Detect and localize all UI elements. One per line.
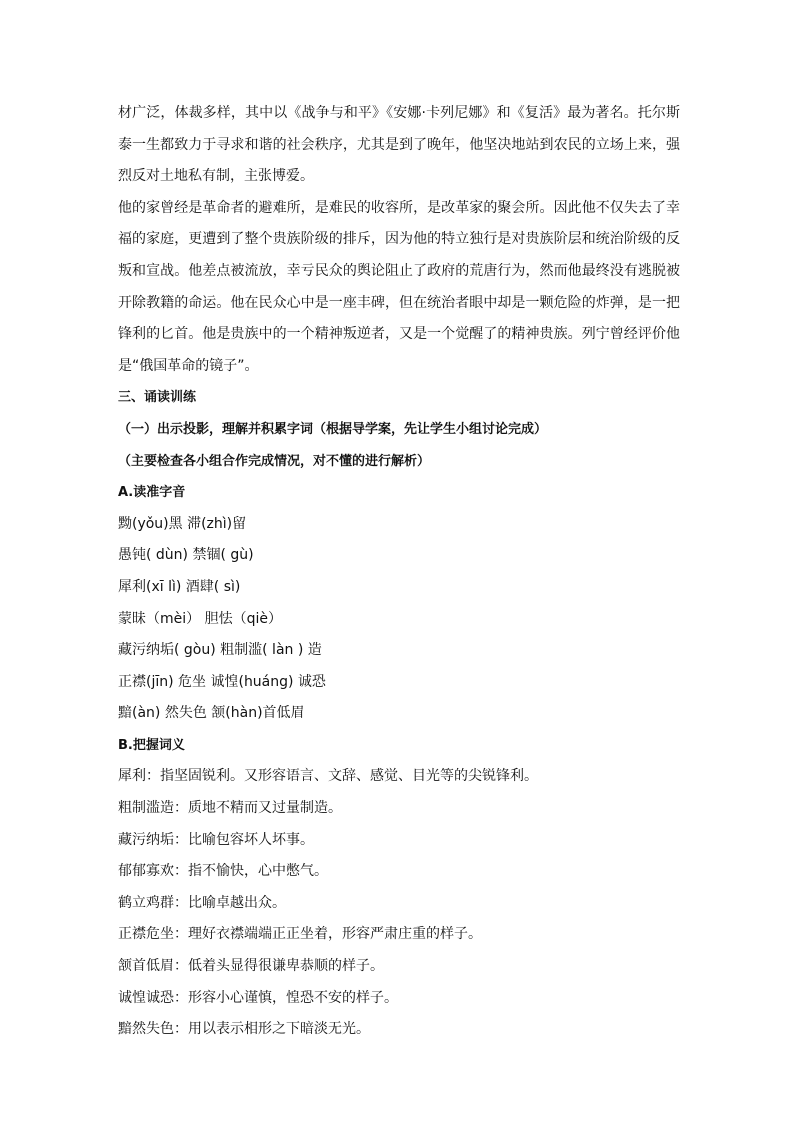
meaning-item: 颔首低眉：低着头显得很谦卑恭顺的样子。 bbox=[118, 958, 384, 975]
subsection-note: （主要检查各小组合作完成情况，对不懂的进行解析） bbox=[118, 453, 431, 469]
pronunciation-item: 正襟(jīn) 危坐 诚惶(huáng) 诚恐 bbox=[118, 673, 326, 690]
meaning-item: 郁郁寡欢：指不愉快，心中憋气。 bbox=[118, 863, 328, 880]
meaning-item: 正襟危坐：理好衣襟端端正正坐着，形容严肃庄重的样子。 bbox=[118, 926, 482, 943]
meaning-item: 诚惶诚恐：形容小心谨慎，惶恐不安的样子。 bbox=[118, 989, 398, 1006]
document-page bbox=[118, 98, 680, 1046]
meaning-item: 鹤立鸡群：比喻卓越出众。 bbox=[118, 894, 286, 911]
section-heading: 三、诵读训练 bbox=[118, 390, 197, 406]
pronunciation-item: 黝(yǒu)黑 滞(zhì)留 bbox=[118, 515, 247, 532]
pronunciation-item: 愚钝( dùn) 禁锢( gù) bbox=[118, 547, 254, 564]
meaning-item: 粗制滥造：质地不精而又过量制造。 bbox=[118, 800, 342, 817]
pronunciation-item: 藏污纳垢( gòu) 粗制滥( làn ) 造 bbox=[118, 642, 322, 659]
intro-paragraph-1: 材广泛，体裁多样，其中以《战争与和平》《安娜·卡列尼娜》和《复活》最为著名。托尔斯泰一生都致力于寻求和谐的社会秩序，尤其是到了晚年，他坚决地站到农民的立场上来，强烈反对土地私有制，主张博爱。 bbox=[118, 105, 680, 185]
intro-paragraph-2: 他的家曾经是革命者的避难所，是难民的收容所，是改革家的聚会所。因此他不仅失去了幸福的家庭，更遭到了整个贵族阶级的排斥，因为他的特立独行是对贵族阶层和统治阶级的反叛和宣战。他差点被流放，幸亏民众的舆论阻止了政府的荒唐行为，然而他最终没有逃脱被开除教籍的命运。他在民众心中是一座丰碑，但在统治者眼中却是一颗危险的炸弹，是一把锋利的匕首。他是贵族中的一个精神叛逆者，又是一个觉醒了的精神贵族。列宁曾经评价他是“俄国革命的镜子”。 bbox=[118, 199, 680, 374]
meaning-item: 藏污纳垢：比喻包容坏人坏事。 bbox=[118, 831, 314, 848]
meaning-item: 黯然失色：用以表示相形之下暗淡无光。 bbox=[118, 1021, 370, 1038]
pronunciation-item: 犀利(xī lì) 酒肆( sì) bbox=[118, 578, 241, 595]
subsection-heading: （一）出示投影，理解并积累字词（根据导学案，先让学生小组讨论完成） bbox=[118, 421, 548, 437]
pronunciation-item: 黯(àn) 然失色 颔(hàn)首低眉 bbox=[118, 705, 305, 722]
meaning-item: 犀利：指坚固锐利。又形容语言、文辞、感觉、目光等的尖锐锋利。 bbox=[118, 768, 538, 785]
pronunciation-item: 蒙昧（mèi） 胆怯（qiè） bbox=[118, 610, 282, 627]
pronunciation-heading: A.读准字音 bbox=[118, 485, 186, 501]
meanings-heading: B.把握词义 bbox=[118, 737, 185, 753]
